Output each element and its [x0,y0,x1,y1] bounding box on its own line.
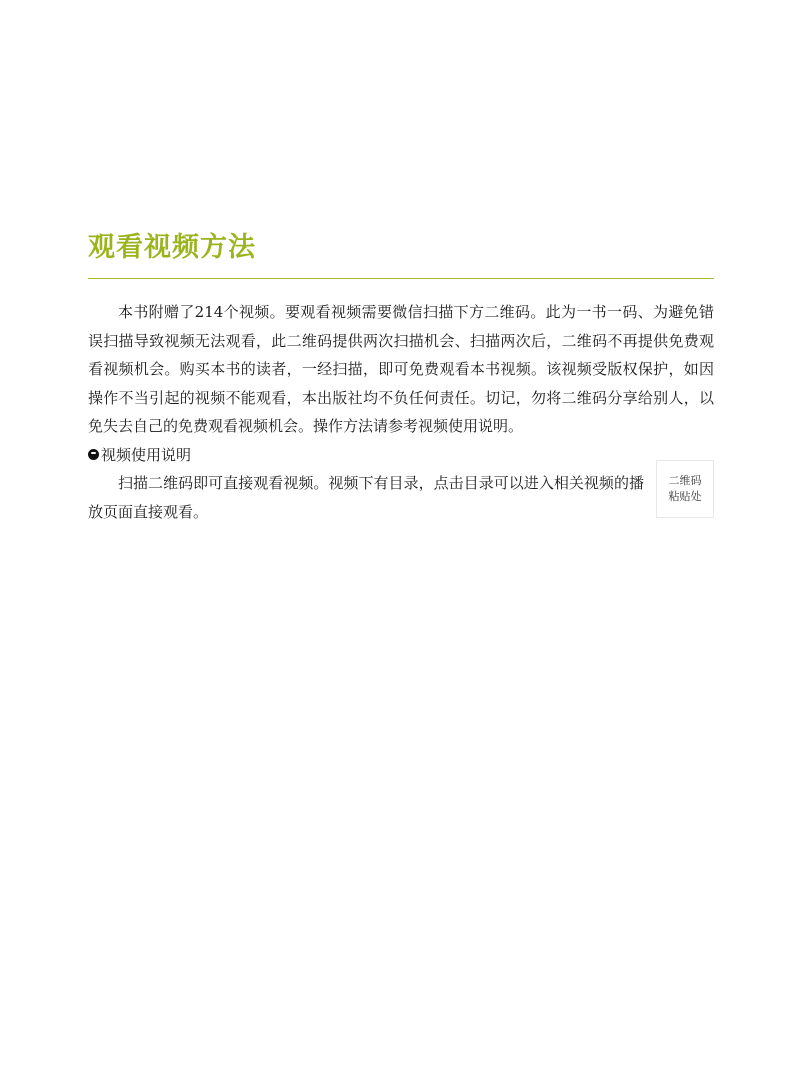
qr-placeholder-line1: 二维码 [668,474,702,487]
page-title: 观看视频方法 [88,232,256,263]
section-heading [88,441,714,470]
usage-paragraph: 扫描二维码即可直接观看视频。视频下有目录，点击目录可以进入相关视频的播放页面直接观看。 [88,474,644,521]
section-heading-label: 视频使用说明 [101,445,192,464]
bullet-icon [88,449,99,460]
intro-paragraph: 本书附赠了214个视频。要观看视频需要微信扫描下方二维码。此为一书一码、为避免错误扫描导致视频无法观看，此二维码提供两次扫描机会、扫描两次后，二维码不再提供免费观看视频机会。购买本书的读者，一经扫描，即可免费观看本书视频。该视频受版权保护，如因操作不当引起的视频不能观看，本出版社均不负任何责任。切记，勿将二维码分享给别人，以免失去自己的免费观看视频机会。操作方法请参考视频使用说明。 [88,303,714,435]
qr-placeholder-line2: 粘贴处 [668,490,702,503]
qr-code-placeholder [656,460,714,518]
title-divider [88,278,714,279]
body-content [88,298,714,526]
